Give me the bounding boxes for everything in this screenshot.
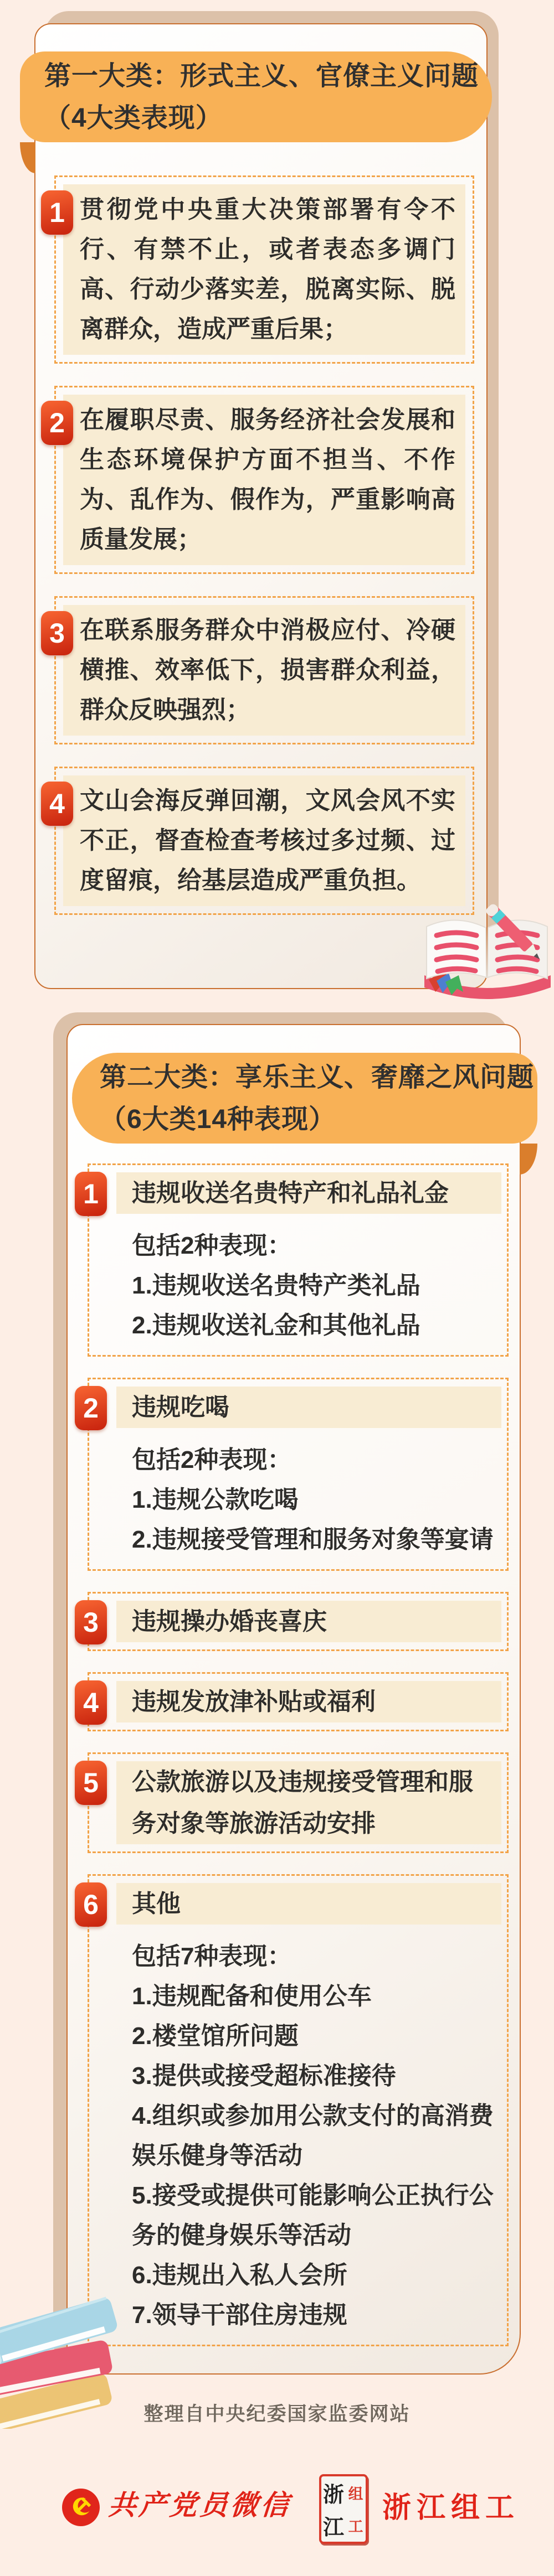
open-book-pencil-icon [414,892,554,1004]
item-detail-line: 1.违规配备和使用公车 [132,1983,372,2010]
list-item [83,1163,509,1357]
section2-item-list [68,1163,520,2346]
item-detail-line: 2.违规接受管理和服务对象等宴请 [132,1526,494,1553]
item-detail-line: 包括7种表现： [132,1943,292,1970]
item-detail-line: 1.违规收送名贵特产类礼品 [132,1272,420,1299]
list-item [83,1378,509,1571]
item-number-badge: 1 [41,190,73,235]
item-title: 违规吃喝 [116,1387,501,1428]
item-text: 在联系服务群众中消极应付、冷硬横推、效率低下，损害群众利益，群众反映强烈； [63,605,465,736]
section2-header-ribbon [72,1053,537,1144]
item-detail-lines [132,1937,501,2335]
section2-card [66,1024,535,2375]
item-number-badge: 4 [75,1680,107,1725]
item-detail-line: 2.违规收送礼金和其他礼品 [132,1312,420,1339]
item-detail-line: 包括2种表现： [132,1446,292,1473]
section1-item-list [35,175,486,915]
item-detail-line: 2.楼堂馆所问题 [132,2022,299,2050]
list-item [49,386,474,574]
item-detail-lines [132,1226,501,1346]
item-title: 违规操办婚丧喜庆 [116,1601,501,1642]
item-detail-line: 3.提供或接受超标准接待 [132,2062,396,2089]
item-detail-line: 1.违规公款吃喝 [132,1486,299,1513]
item-title: 公款旅游以及违规接受管理和服务对象等旅游活动安排 [116,1761,501,1844]
list-item [83,1752,509,1853]
source-note: 整理自中央纪委国家监委网站 [143,2403,411,2425]
ribbon-fold [20,142,35,173]
footer [0,2473,554,2562]
item-detail-line: 5.接受或提供可能影响公正执行公务的健身娱乐等活动 [132,2182,494,2249]
item-number-badge: 3 [41,611,73,655]
zhejiang-zuzhi-seal-icon [319,2474,368,2544]
item-number-badge: 2 [75,1386,107,1430]
item-number-badge: 4 [41,782,73,826]
section2-title-line2: （6大类14种表现） [100,1105,336,1134]
books-stack-icon [0,2287,130,2429]
item-title: 违规发放津补贴或福利 [116,1681,501,1722]
item-detail-line: 6.违规出入私人会所 [132,2262,347,2289]
item-detail-line: 7.领导干部住房违规 [132,2301,347,2329]
seal-char: 江 [322,2516,344,2539]
item-number-badge: 3 [75,1600,107,1644]
list-item [83,1874,509,2346]
section2-title-line1: 第二大类：享乐主义、奢靡之风问题 [100,1063,535,1092]
item-number-badge: 1 [75,1172,107,1216]
item-detail-lines [132,1440,501,1560]
item-number-badge: 6 [75,1882,107,1927]
item-number-badge: 2 [41,401,73,445]
item-detail-line: 4.组织或参加用公款支付的高消费娱乐健身等活动 [132,2102,494,2169]
list-item [83,1592,509,1651]
item-title: 其他 [116,1883,501,1925]
item-text: 文山会海反弹回潮，文风会风不实不正，督查检查考核过多过频、过度留痕，给基层造成严重负担。 [63,775,465,906]
seal-char: 浙 [322,2484,344,2507]
section1-title-line1: 第一大类：形式主义、官僚主义问题 [44,61,479,91]
item-number-badge: 5 [75,1761,107,1805]
item-text: 贯彻党中央重大决策部署有令不行、有禁不止，或者表态多调门高、行动少落实差，脱离实际、脱离群众，造成严重后果； [63,184,465,355]
ribbon-fold [520,1144,537,1175]
list-item [49,767,474,915]
item-text: 在履职尽责、服务经济社会发展和生态环境保护方面不担当、不作为、乱作为、假作为，严重影响高质量发展； [63,395,465,565]
party-emblem-icon [62,2489,100,2526]
item-detail-line: 包括2种表现： [132,1232,292,1259]
section1-header-ribbon [20,51,492,142]
section1-card [34,23,488,989]
section1-title-line2: （4大类表现） [44,104,223,133]
zhejiang-zuzhi-logo-text: 浙江组工 [382,2492,520,2524]
item-title: 违规收送名贵特产和礼品礼金 [116,1172,501,1214]
list-item [49,596,474,744]
seal-char: 工 [348,2518,363,2535]
seal-char: 组 [348,2486,363,2502]
list-item [49,175,474,364]
wechat-account-logo-text: 共产党员微信 [107,2490,293,2521]
list-item [83,1672,509,1731]
